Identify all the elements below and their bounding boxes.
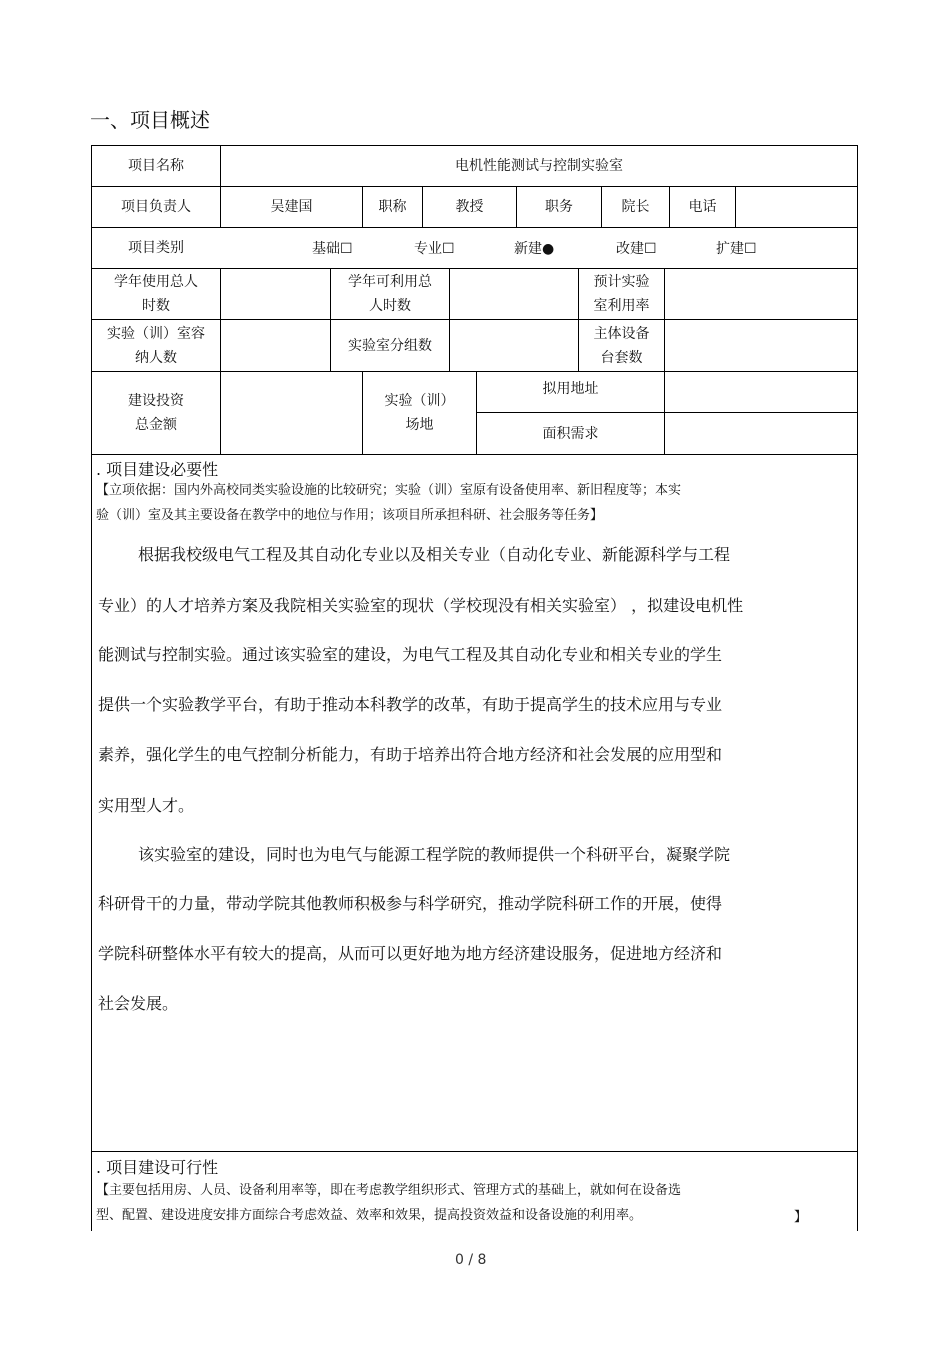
feasibility-basis-end: 】 (794, 1210, 808, 1225)
post-label: 职务 (545, 199, 573, 215)
necessity-paragraph-line: 社会发展。 (98, 994, 179, 1013)
necessity-paragraph-line: 实用型人才。 (98, 796, 195, 815)
necessity-paragraph-line: 该实验室的建设，同时也为电气与能源工程学院的教师提供一个科研平台，凝聚学院 (138, 845, 731, 864)
category-new: 新建● (514, 241, 555, 257)
address-label: 拟用地址 (542, 381, 599, 397)
annual-hours-label-line1: 学年使用总人 (114, 274, 198, 290)
capacity-label-line2: 纳人数 (135, 349, 177, 366)
necessity-paragraph-line: 能测试与控制实验。通过该实验室的建设，为电气工程及其自动化专业和相关专业的学生 (98, 645, 723, 664)
category-expand: 扩建☐ (716, 241, 757, 257)
phone-label: 电话 (688, 199, 717, 215)
necessity-basis-line1: 【立项依据：国内外高校同类实验设施的比较研究；实验（训）室原有设备使用率、新旧程度等；本实 (96, 483, 682, 498)
capacity-label (92, 320, 220, 371)
post-value: 院长 (621, 199, 650, 215)
investment-label-line1: 建设投资 (128, 393, 184, 409)
investment-label (92, 372, 220, 454)
necessity-paragraph-line: 专业）的人才培养方案及我院相关实验室的现状（学校现没有相关实验室） ，拟建设电机性 (98, 596, 744, 615)
project-name-label: 项目名称 (128, 158, 184, 174)
job-title-value: 教授 (455, 199, 484, 215)
project-category-label: 项目类别 (128, 240, 184, 256)
necessity-paragraph-line: 素养，强化学生的电气控制分析能力，有助于培养出符合地方经济和社会发展的应用型和 (98, 745, 723, 764)
annual-hours-label (92, 269, 220, 319)
necessity-paragraph-line: 根据我校级电气工程及其自动化专业以及相关专业（自动化专业、新能源科学与工程 (138, 545, 731, 564)
area-label: 面积需求 (542, 425, 599, 442)
category-major: 专业☐ (414, 241, 455, 257)
phone-value (736, 187, 857, 227)
category-basic: 基础☐ (312, 241, 353, 257)
utilization-label (579, 269, 664, 319)
equipment-label-line2: 台套数 (600, 349, 643, 366)
page-number: 0 / 8 (455, 1252, 487, 1268)
project-name-value: 电机性能测试与控制实验室 (455, 158, 623, 174)
necessity-paragraph-line: 学院科研整体水平有较大的提高，从而可以更好地为地方经济建设服务，促进地方经济和 (98, 944, 723, 963)
feasibility-basis-line1: 【主要包括用房、人员、设备利用率等，即在考虑教学组织形式、管理方式的基础上，就如何在设备选 (96, 1183, 682, 1198)
site-label-line1: 实验（训） (384, 393, 455, 409)
feasibility-basis-line2: 型、配置、建设进度安排方面综合考虑效益、效率和效果，提高投资效益和设备设施的利用率。 (96, 1208, 643, 1223)
project-leader-label: 项目负责人 (121, 199, 191, 215)
equipment-label-line1: 主体设备 (593, 325, 650, 342)
feasibility-heading: . 项目建设可行性 (96, 1158, 219, 1177)
project-leader-value: 吴建国 (270, 199, 313, 215)
job-title-label: 职称 (378, 199, 407, 215)
available-hours-label (331, 269, 449, 319)
site-label (363, 372, 476, 454)
section-title: 一、项目概述 (90, 108, 210, 132)
category-rebuild: 改建☐ (616, 241, 657, 257)
investment-label-line2: 总金额 (135, 417, 177, 433)
utilization-label-line1: 预计实验 (593, 274, 650, 290)
necessity-heading: . 项目建设必要性 (96, 460, 219, 479)
necessity-paragraph-line: 提供一个实验教学平台，有助于推动本科教学的改革，有助于提高学生的技术应用与专业 (98, 695, 723, 714)
necessity-basis-line2: 验（训）室及其主要设备在教学中的地位与作用；该项目所承担科研、社会服务等任务】 (96, 508, 604, 523)
utilization-label-line2: 室利用率 (593, 298, 650, 314)
available-hours-label-line1: 学年可利用总 (348, 274, 432, 290)
equipment-label (579, 320, 664, 371)
available-hours-label-line2: 人时数 (369, 298, 411, 314)
annual-hours-label-line2: 时数 (142, 298, 170, 314)
necessity-paragraph-line: 科研骨干的力量，带动学院其他教师积极参与科学研究，推动学院科研工作的开展，使得 (98, 894, 723, 913)
capacity-label-line1: 实验（训）室容 (107, 325, 205, 342)
site-label-line2: 场地 (405, 417, 434, 433)
groups-label: 实验室分组数 (348, 337, 432, 354)
